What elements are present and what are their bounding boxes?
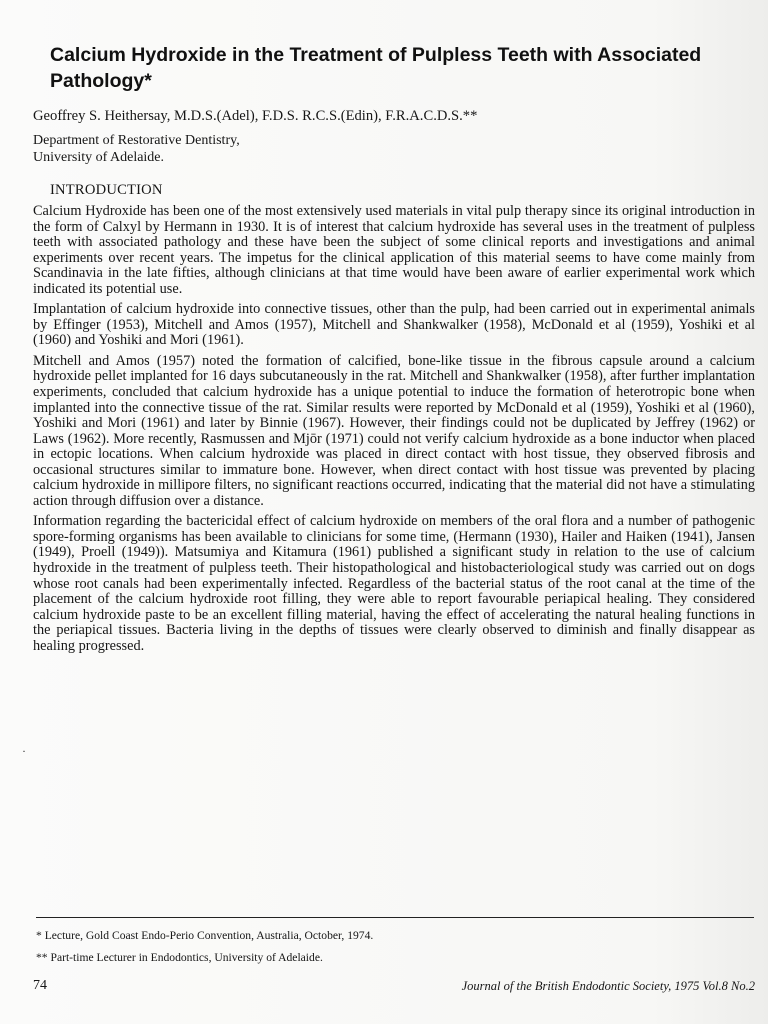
body-paragraph: Information regarding the bactericidal effect of calcium hydroxide on members of the oral flora and a number of pathogenic spore-forming organisms has been available to clinicians for some time, (Hermann (1930), Hailer and Haiken (1941), Jansen (1949), Proell (1949)). Matsumiya and Kitamura (1961) published a significant study in relation to the use of calcium hydroxide in the treatment of pulpless teeth. Their histopathological and histobacteriological study was carried out on dogs whose root canals had been experimentally infected. Regardless of the bacterial status of the root canal at the time of the placement of the calcium hydroxide root filling, they were able to report favourable periapical healing. They considered calcium hydroxide paste to be an excellent filling material, having the effect of accelerating the natural healing functions in the periapical tissues. Bacteria living in the depths of tissues were clearly observed to diminish and finally disappear as healing progressed. — [33, 513, 755, 654]
body-paragraph: Mitchell and Amos (1957) noted the formation of calcified, bone-like tissue in the fibrous capsule around a calcium hydroxide pellet implanted for 16 days subcutaneously in the rat. Mitchell and Shankwalker (1958), after further implantation experiments, concluded that calcium hydroxide has a unique potential to induce the formation of heterotropic bone when implanted into the connective tissue of the rat. Similar results were reported by McDonald et al (1959), Yoshiki et al (1960), Yoshiki and Mori (1961) and later by Binnie (1967). However, their findings could not be duplicated by Jeffrey (1962) or Laws (1962). More recently, Rasmussen and Mjōr (1971) could not verify calcium hydroxide as a bone inductor when placed in ectopic locations. When calcium hydroxide was placed in direct contact with host tissue, they observed fibrosis and occasional structures similar to immature bone. However, when direct contact with host tissue was prevented by placing calcium hydroxide in millipore filters, no significant reactions occurred, indicating that the material did not have a stimulating action through diffusion over a distance. — [33, 352, 755, 509]
affiliation — [33, 132, 753, 166]
affiliation-university: University of Adelaide. — [33, 150, 165, 165]
affiliation-department: Department of Restorative Dentistry, — [33, 133, 240, 148]
author-line: Geoffrey S. Heithersay, M.D.S.(Adel), F.D.S. R.C.S.(Edin), F.R.A.C.D.S.** — [33, 108, 478, 124]
page-footer — [33, 977, 755, 995]
footnote: * Lecture, Gold Coast Endo-Perio Convention, Australia, October, 1974. — [36, 929, 374, 942]
section-heading: INTRODUCTION — [50, 182, 163, 198]
page-number: 74 — [33, 978, 47, 993]
footnote: ** Part-time Lecturer in Endodontics, University of Adelaide. — [36, 951, 323, 964]
journal-citation: Journal of the British Endodontic Society, 1975 Vol.8 No.2 — [461, 979, 755, 993]
footnote-divider — [36, 917, 754, 918]
article-body — [33, 204, 755, 659]
body-paragraph: Calcium Hydroxide has been one of the most extensively used materials in vital pulp therapy since its original introduction in the form of Calxyl by Hermann in 1930. It is of interest that calcium hydroxide has several uses in the treatment of pulpless teeth with associated pathology and these have been the subject of some clinical reports and investigations and animal experiments over recent years. The impetus for the clinical application of this material seems to have come mainly from Scandinavia in the late fifties, although clinicians at that time would have been aware of earlier experimental work which indicated its potential use. — [33, 203, 755, 297]
article-title: Calcium Hydroxide in the Treatment of Pulpless Teeth with Associated Pathology* — [50, 44, 702, 92]
footnotes — [36, 929, 754, 973]
margin-mark: · — [22, 744, 26, 758]
body-paragraph: Implantation of calcium hydroxide into connective tissues, other than the pulp, had been carried out in experimental animals by Effinger (1953), Mitchell and Amos (1957), Mitchell and Shankwalker (1958), McDonald et al (1959), Yoshiki et al (1960) and Yoshiki and Mori (1961). — [33, 301, 755, 349]
